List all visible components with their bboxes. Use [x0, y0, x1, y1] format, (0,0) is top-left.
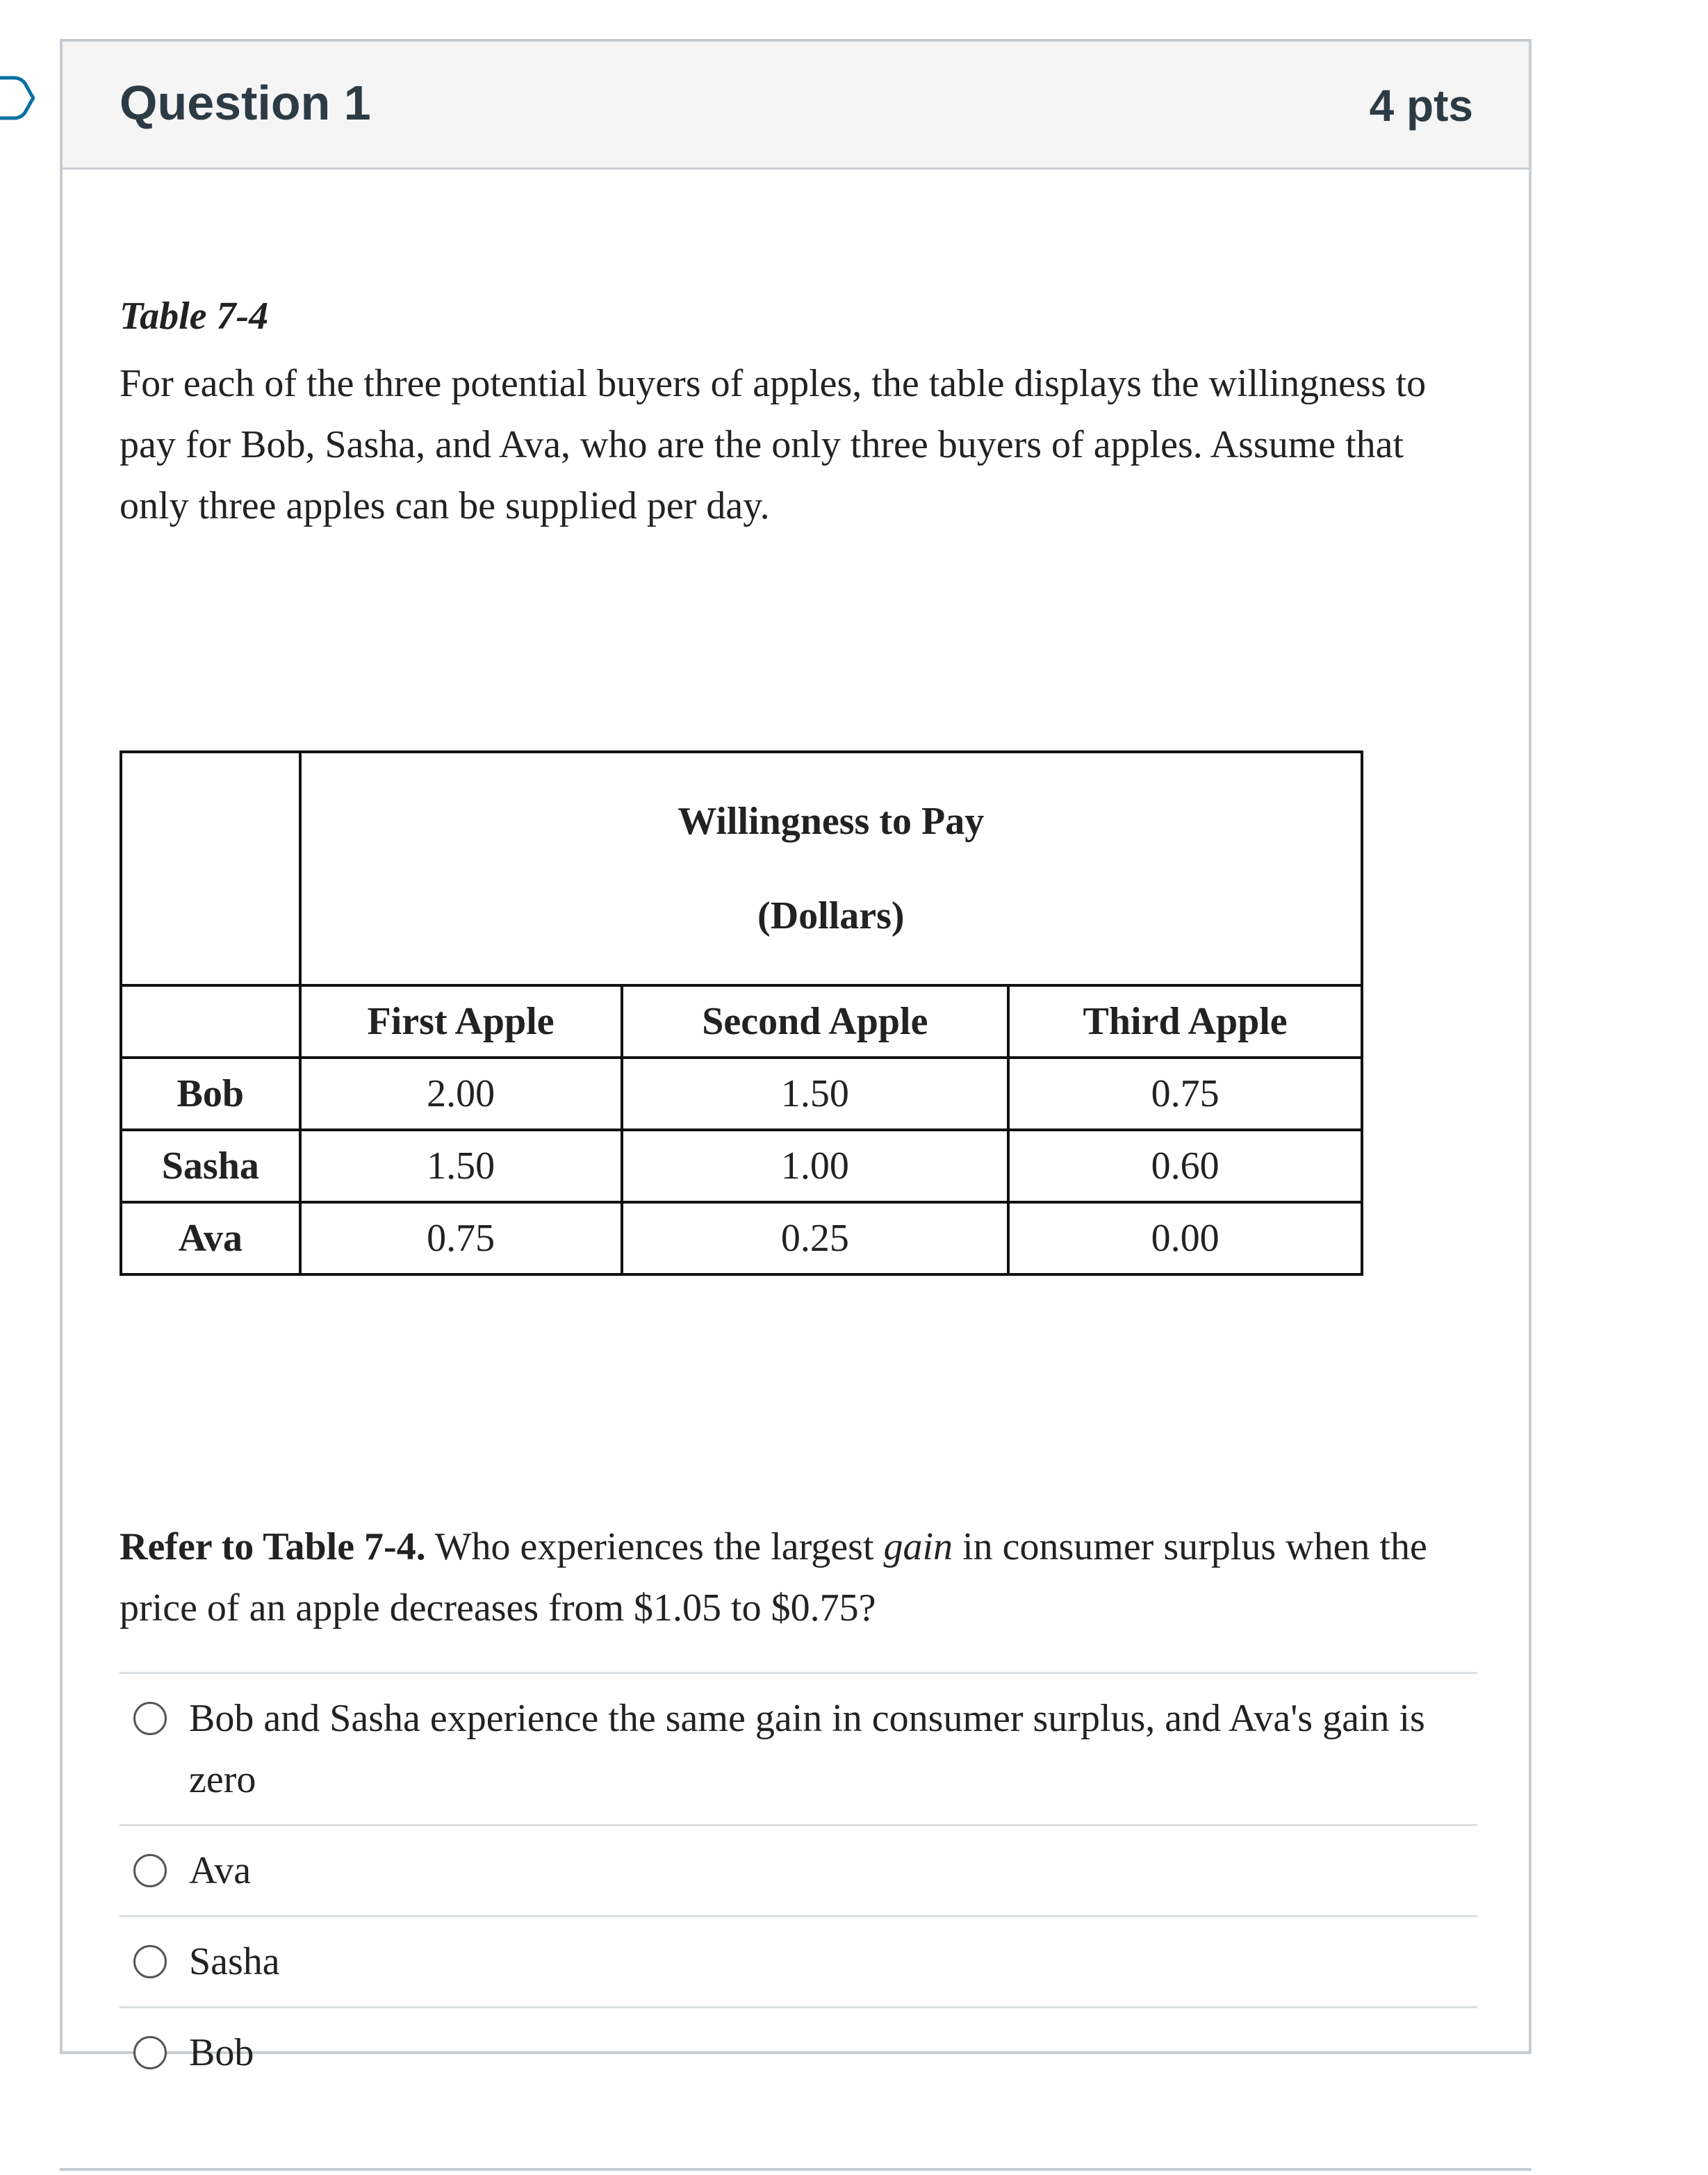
answer-option[interactable] [120, 1917, 1477, 2008]
question-title: Question 1 [120, 76, 371, 130]
table-cell: 0.75 [300, 1202, 622, 1274]
row-label: Ava [121, 1202, 300, 1274]
table-row [121, 1130, 1362, 1202]
table-cell: 0.60 [1008, 1130, 1362, 1202]
answer-option[interactable] [120, 1826, 1477, 1917]
willingness-to-pay-table [120, 750, 1363, 1276]
answer-option[interactable] [120, 2008, 1477, 2097]
question-header [63, 42, 1529, 170]
answer-label: Bob and Sasha experience the same gain in consumer surplus, and Ava's gain is zero [189, 1697, 1425, 1801]
answer-list [120, 1672, 1477, 2097]
table-header-row [121, 752, 1362, 985]
question-prompt [120, 1516, 1481, 1639]
answer-label: Bob [189, 2031, 254, 2074]
answer-option[interactable] [120, 1674, 1477, 1826]
prompt-text-after: in consumer surplus when the price of an apple decreases from $1.05 to $0.75? [120, 1525, 1427, 1630]
table-cell: 1.50 [622, 1058, 1009, 1130]
table-blank-cell [121, 985, 300, 1058]
column-header: First Apple [300, 985, 622, 1058]
table-caption: Table 7-4 [120, 295, 269, 338]
radio-button[interactable] [133, 1854, 167, 1887]
answer-label: Sasha [189, 1940, 280, 1983]
column-header: Third Apple [1008, 985, 1362, 1058]
prompt-text-before: Who experiences the largest [425, 1525, 884, 1568]
table-cell: 0.75 [1008, 1058, 1362, 1130]
row-label: Sasha [121, 1130, 300, 1202]
column-header: Second Apple [622, 985, 1009, 1058]
row-label: Bob [121, 1058, 300, 1130]
next-question-card-edge [60, 2168, 1532, 2175]
table-cell: 1.50 [300, 1130, 622, 1202]
prompt-emphasis: gain [883, 1525, 953, 1568]
question-points: 4 pts [1369, 81, 1473, 131]
prompt-lead: Refer to Table 7-4. [120, 1525, 426, 1568]
table-corner-cell [121, 752, 300, 985]
table-group-header [300, 752, 1362, 985]
intro-text: For each of the three potential buyers of apples, the table displays the willingness to pay for Bob, Sasha, and Ava, who are the only three buyers of apples. Assume that only three apples can be supplied per day. [120, 362, 1427, 527]
radio-button[interactable] [133, 2036, 167, 2069]
table-row [121, 1058, 1362, 1130]
table-row [121, 1202, 1362, 1274]
table-cell: 0.25 [622, 1202, 1009, 1274]
question-flag-icon[interactable] [0, 74, 35, 122]
table-cell: 1.00 [622, 1130, 1009, 1202]
table-group-header-line2: (Dollars) [757, 894, 905, 937]
table-group-header-line1: Willingness to Pay [678, 800, 985, 843]
table-column-header-row [121, 985, 1362, 1058]
radio-button[interactable] [133, 1702, 167, 1735]
question-card [60, 39, 1532, 2074]
radio-button[interactable] [133, 1945, 167, 1978]
answer-label: Ava [189, 1849, 252, 1892]
table-cell: 0.00 [1008, 1202, 1362, 1274]
table-cell: 2.00 [300, 1058, 622, 1130]
